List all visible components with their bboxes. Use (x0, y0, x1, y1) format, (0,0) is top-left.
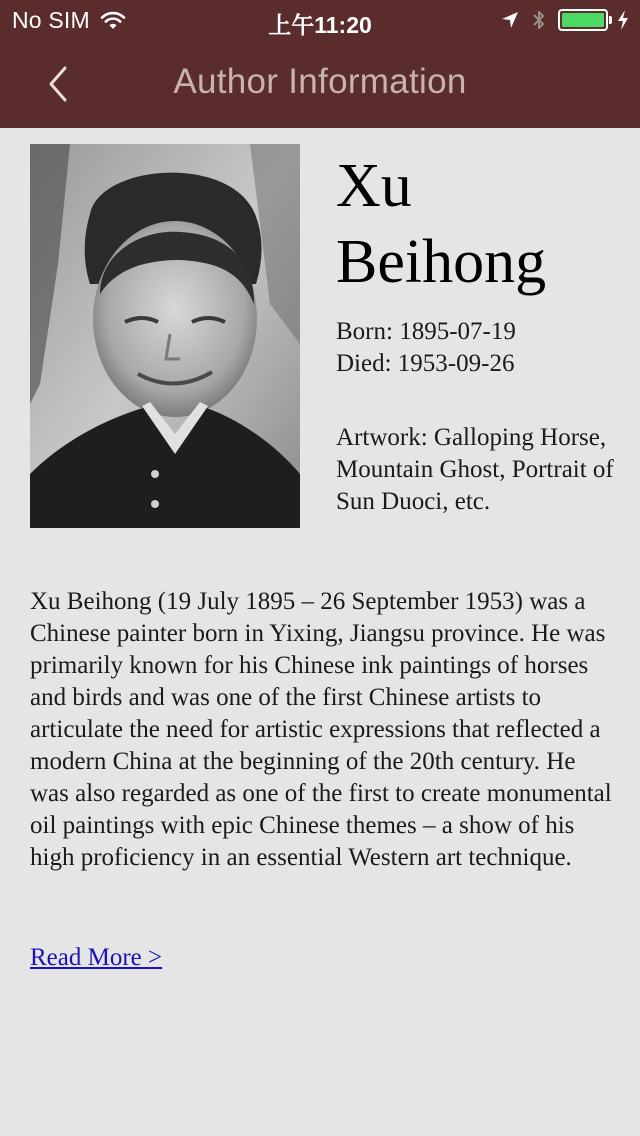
battery-fill (562, 13, 604, 27)
author-artwork: Artwork: Galloping Horse, Mountain Ghost, Portrait of Sun Duoci, etc. (336, 424, 614, 515)
author-name: Xu Beihong (336, 152, 547, 296)
nav-bar (0, 40, 640, 128)
portrait-image (30, 144, 300, 528)
location-arrow-icon (500, 10, 520, 30)
status-bar (0, 0, 640, 40)
died-date: Died: 1953-09-26 (336, 350, 515, 377)
header (0, 0, 640, 128)
born-date: Born: 1895-07-19 (336, 318, 516, 345)
author-bio: Xu Beihong (19 July 1895 – 26 September 1953) was a Chinese painter born in Yixing, Jiangsu province. He was primarily known for his Chinese ink paintings of horses and birds and was one of the first Chinese artists to articulate the need for artistic expressions that reflected a modern China at the beginning of the 20th century. He was also regarded as one of the first to create monumental oil paintings with epic Chinese themes – a show of his high proficiency in an essential Western art technique. (30, 588, 612, 871)
carrier-label: No SIM (12, 7, 90, 33)
charging-bolt-icon (616, 9, 630, 31)
author-dates (336, 316, 626, 380)
status-right (500, 8, 630, 32)
page-title: Author Information (173, 62, 467, 101)
battery-icon (558, 9, 608, 31)
status-time: 上午11:20 (268, 12, 372, 38)
read-more-link[interactable]: Read More > (30, 944, 163, 971)
battery-cap (609, 16, 612, 24)
bluetooth-icon (530, 8, 548, 32)
author-photo (30, 144, 300, 528)
